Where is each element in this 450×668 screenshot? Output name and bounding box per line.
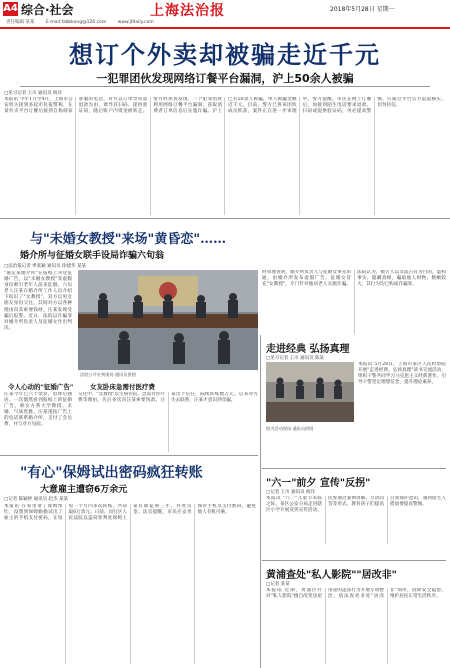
section-title: 综合·社会 (21, 3, 74, 17)
court-photo (78, 270, 258, 370)
article-headline: 黄浦查处"私人影院""居改非" (266, 570, 397, 581)
article-byline: □记者 某某 (266, 582, 290, 587)
article-body: 本报讯 在家里请了保姆帮忙，没想到保姆偷偷试出了雇主的手机支付密码，在短短一个月内多次转账，共窃取6万余元。日前，闵行区人民法院以盗窃罪判处保姆王某有期徒刑三年，并处罚金。法官提醒，市民应妥善保管手机及支付密码，避免他人有机可乘。 (4, 504, 256, 522)
article-headline: "有心"保姆试出密码疯狂转账 (20, 465, 203, 481)
section-divider (0, 218, 450, 219)
issue-date: 2018年5月28日 星期一 (330, 6, 395, 13)
article-byline: □记者 陈颖婷 通讯员 赵杰 某某 (4, 497, 68, 502)
article-body: "嘉定某婚介所"在报纸上刊登征婚广告，以"未婚女教授"等虚假身份吸引老年人前来征婚。六旬老人汪某在婚介所工作人员介绍下结识了"女教授"，双方以男女朋友身份交往。其间对方以各种理由向其索要钱财。汪某发现受骗后报警。近日，法院以诈骗罪对婚介所负责人及征婚女作出判决。 (4, 271, 72, 331)
page-header (0, 0, 450, 19)
lead-body: 本报讯 今年1月至4月，上海市公安机关接到多起市民报警称，在某外卖平台订餐后接到自称商家客服的电话，对方以订单异常需退款为由，诱导其扫码、提供验证码，随后账户内资金被转走。警方经侦查发现，一个犯罪团伙利用网络订餐平台漏洞，获取消费者订单信息后实施诈骗。沪上已有50余人被骗，单人被骗金额近千元。目前，警方已将该团伙成员抓获，案件正在进一步审理中。警方提醒，市民在网上订餐后，如接到陌生电话要求退款、扫码或提供验证码，务必提高警惕，应通过平台官方渠道核实，切勿轻信。 (4, 97, 446, 115)
article-headline: 走进经典 弘扬真理 (266, 344, 350, 355)
editor-credit: 责任编辑 某某 (6, 20, 35, 25)
article-body: 汪某今年已六十余岁，退休后独居。一次偶然看到报纸上的征婚广告，称女方系大学教授、未婚、气质优雅。汪某遂按广告上的电话联系婚介所，支付了会员费，并与对方见面。 (4, 392, 72, 428)
section-divider (0, 455, 258, 456)
photo-caption: 图为活动现场 通讯员供图 (266, 426, 314, 431)
article-byline: □记者 王川 通讯员 杨洋 (266, 490, 316, 495)
article-body: 交往中，"女教授"以生病住院、急需付医疗费等理由，先后多次向汪某索要钱款。汪某出于信任，陆续转账数万元。后来对方失去联系，汪某才意识到受骗。 (78, 392, 258, 404)
article-body: 经审理查明，婚介所负责人与征婚女事先串通，由婚介所发布虚假广告，征婚女冒充"女教授"，专门针对独居老人实施诈骗。法院认为，被告人以非法占有为目的，虚构事实、隐瞒真相，骗取他人财物，数额较大，其行为均已构成诈骗罪。 (262, 270, 446, 288)
article-body: 本报讯 5月28日，上海市某区人民检察院开展"走进经典、弘扬真理"读书交流活动，组织干警共同学习马克思主义经典著作，引导干警坚定理想信念，提升理论素养。 (358, 362, 446, 386)
lead-headline: 想订个外卖却被骗走近千元 (69, 40, 381, 69)
article-headline: "六一"前夕 宣传"反拐" (266, 478, 371, 489)
reading-event-photo (266, 362, 354, 422)
lead-byline: □见习记者 王川 通讯员 杨洋 (4, 91, 63, 96)
header-rule (0, 27, 450, 29)
lead-rule (20, 86, 430, 87)
article-subheadline: 婚介所与征婚女联手设局诈骗六旬翁 (20, 251, 165, 261)
article-subheadline: 大意雇主遭窃6万余元 (40, 485, 128, 495)
header-subbar (0, 19, 450, 27)
section-divider (262, 468, 446, 469)
newspaper-masthead: 上海法治报 (150, 3, 225, 19)
court-scene-image (78, 270, 258, 370)
article-subhead: 女友卧床急需付医疗费 (90, 383, 155, 391)
column-divider (260, 335, 261, 668)
section-divider (262, 560, 446, 561)
article-body: 本报讯 "六一"儿童节来临之际，某区公安分局走进辖区小学开展反拐宣传活动，民警通过案例讲解、互动问答等形式，教育孩子们提高自我保护意识，遇到陌生人搭讪要提高警惕。 (266, 496, 446, 514)
page-number-badge: A4 (3, 3, 18, 14)
article-byline: □见习记者 王川 通讯员 陈某 (266, 356, 325, 361)
article-subhead: 令人心动的"征婚广告" (8, 383, 74, 391)
article-headline: 与"未婚女教授"来场"黄昏恋"…… (30, 232, 227, 247)
article-body: 本报讯 近期，黄浦区针对"私人影院"擅自改变房屋用途的违法行为开展专项整治，依法查处多处"居改非"场所，消除安全隐患，维护居民正常生活秩序。 (266, 588, 446, 600)
editor-email: E-mail:fzbbkong@126.com (45, 20, 107, 25)
website: www.jfdaily.com (117, 20, 154, 25)
lead-subheadline: 一犯罪团伙发现网络订餐平台漏洞，沪上50余人被骗 (96, 72, 354, 85)
photo-caption: 法院公开宣判现场 通讯员供图 (80, 372, 136, 377)
article-byline: □法治报记者 季张颖 通讯员 徐建华 某某 (4, 264, 86, 269)
reading-event-image (266, 362, 354, 422)
